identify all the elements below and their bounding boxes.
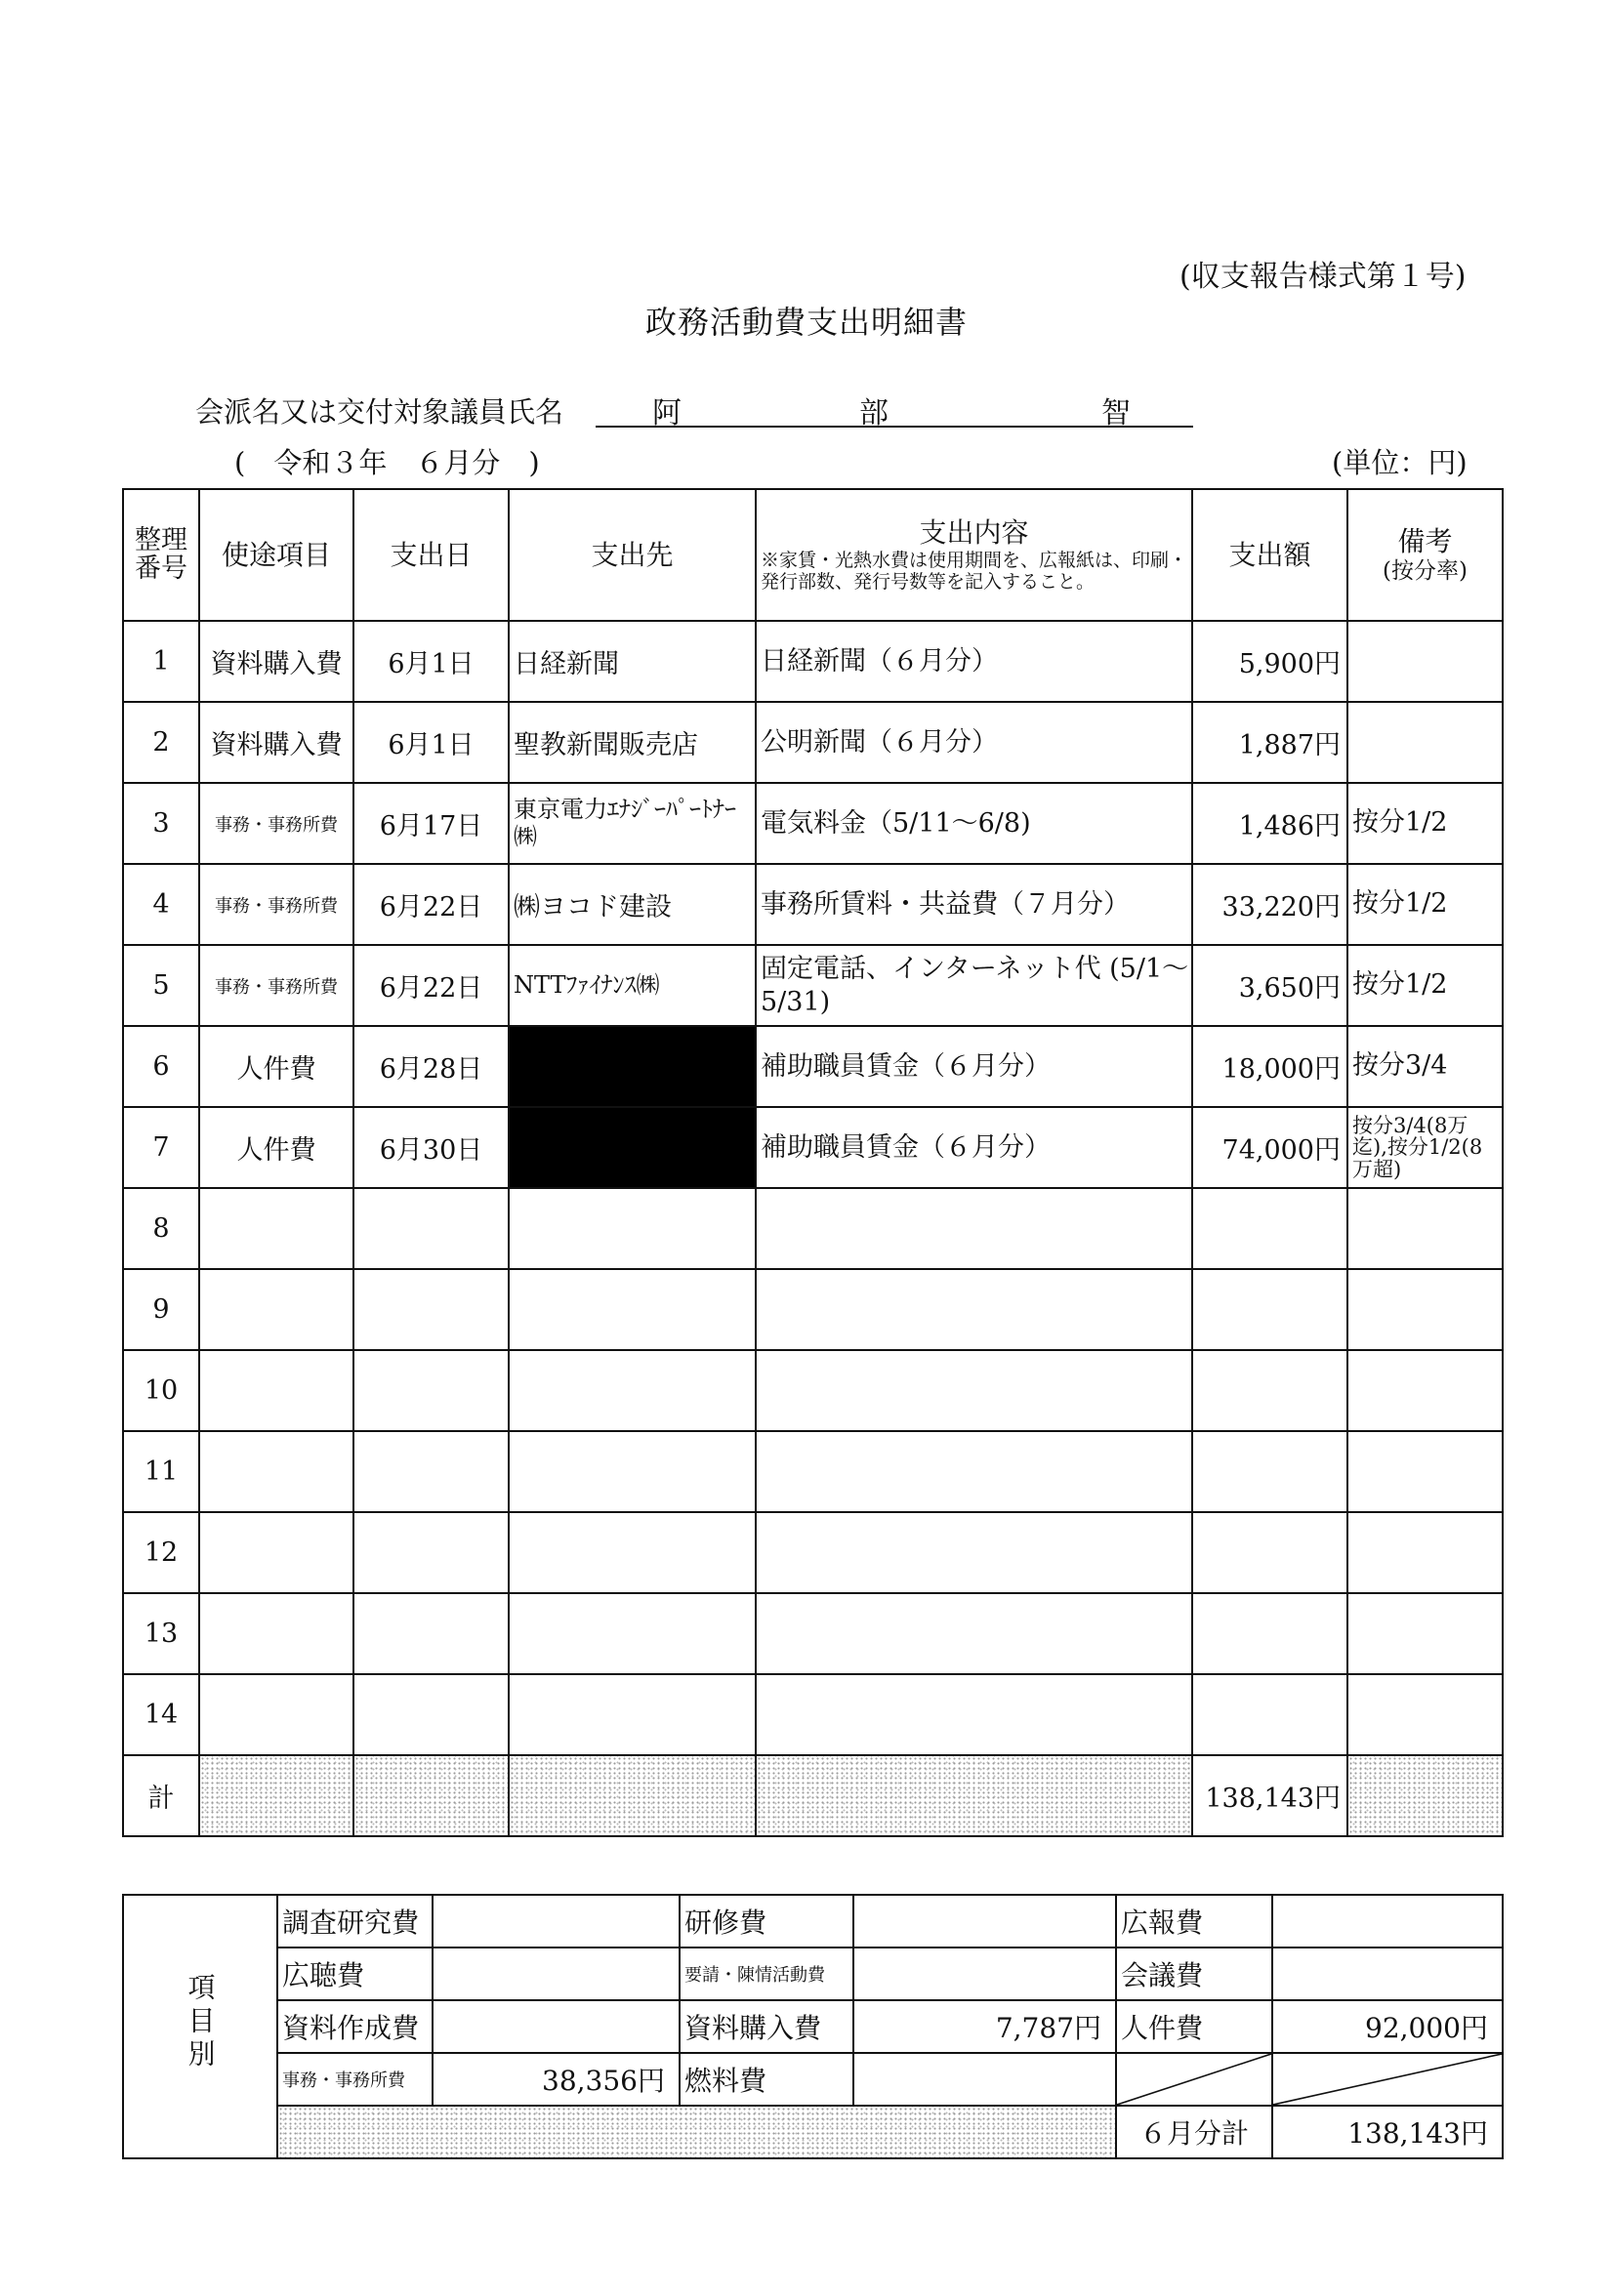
row-item [199,1269,353,1350]
member-name-char: 智 [1101,396,1131,430]
row-amount: 74,000円 [1192,1107,1347,1188]
row-item [199,1431,353,1512]
table-row [123,702,1503,783]
row-amount [1192,1350,1347,1431]
row-no: 6 [123,1026,199,1107]
row-date [353,1431,509,1512]
row-amount: 18,000円 [1192,1026,1347,1107]
row-item: 事務・事務所費 [199,864,353,945]
value-month-total: 138,143円 [1272,2106,1503,2158]
row-date: 6月1日 [353,702,509,783]
row-detail: 補助職員賃金（６月分） [756,1026,1192,1107]
row-no: 8 [123,1188,199,1269]
summary-row [123,1895,1503,1948]
label-document-purchase: 資料購入費 [680,2000,853,2053]
row-remarks [1347,1512,1503,1593]
label-office: 事務・事務所費 [277,2053,433,2106]
row-payee: 日経新聞 [509,621,756,702]
row-detail [756,1431,1192,1512]
row-remarks [1347,702,1503,783]
label-training: 研修費 [680,1895,853,1948]
value-public-hearing [433,1948,680,2000]
redacted-payee [509,1026,756,1107]
row-remarks: 按分1/2 [1347,864,1503,945]
value-training [853,1895,1116,1948]
table-row [123,1107,1503,1188]
row-no: 5 [123,945,199,1026]
value-office: 38,356円 [433,2053,680,2106]
row-payee [509,1269,756,1350]
label-petition: 要請・陳情活動費 [680,1948,853,2000]
row-detail [756,1593,1192,1674]
header-date: 支出日 [353,489,509,621]
value-survey-research [433,1895,680,1948]
header-item: 使途項目 [199,489,353,621]
value-fuel [853,2053,1116,2106]
header-no: 整理番号 [123,489,199,621]
table-row [123,1512,1503,1593]
row-amount [1192,1512,1347,1593]
row-remarks [1347,1593,1503,1674]
table-total-row [123,1755,1503,1836]
row-item [199,1350,353,1431]
value-document-creation [433,2000,680,2053]
label-month-total: ６月分計 [1116,2106,1272,2158]
row-amount: 1,887円 [1192,702,1347,783]
header-remarks-title: 備考 [1397,524,1453,557]
row-item: 人件費 [199,1026,353,1107]
row-payee: 聖教新聞販売店 [509,702,756,783]
row-no: 13 [123,1593,199,1674]
category-summary-table [122,1894,1504,2159]
row-date [353,1188,509,1269]
label-fuel: 燃料費 [680,2053,853,2106]
row-detail [756,1350,1192,1431]
row-no: 9 [123,1269,199,1350]
row-payee: 東京電力ｴﾅｼﾞｰﾊﾟｰﾄﾅｰ㈱ [509,783,756,864]
report-period: ( 令和３年 ６月分 ) [234,446,540,479]
value-petition [853,1948,1116,2000]
row-payee [509,1674,756,1755]
row-amount [1192,1269,1347,1350]
summary-row [123,2106,1503,2158]
row-amount: 33,220円 [1192,864,1347,945]
summary-shaded-cell [277,2106,1116,2158]
row-no: 7 [123,1107,199,1188]
row-amount [1192,1431,1347,1512]
row-amount: 1,486円 [1192,783,1347,864]
header-detail [756,489,1192,621]
row-remarks: 按分3/4 [1347,1026,1503,1107]
header-detail-title: 支出内容 [919,515,1029,549]
total-shaded-cell [509,1755,756,1836]
table-row [123,1674,1503,1755]
total-shaded-cell [1347,1755,1503,1836]
row-item [199,1512,353,1593]
row-detail [756,1269,1192,1350]
table-row [123,864,1503,945]
table-row [123,1026,1503,1107]
row-remarks: 按分1/2 [1347,945,1503,1026]
row-detail: 公明新聞（６月分） [756,702,1192,783]
header-payee: 支出先 [509,489,756,621]
header-remarks-sub: (按分率) [1383,557,1468,584]
row-no: 10 [123,1350,199,1431]
header-amount: 支出額 [1192,489,1347,621]
row-no: 1 [123,621,199,702]
row-detail [756,1674,1192,1755]
row-payee: NTTﾌｧｲﾅﾝｽ㈱ [509,945,756,1026]
member-label: 会派名又は交付対象議員氏名 [195,395,564,429]
table-row [123,945,1503,1026]
row-date: 6月28日 [353,1026,509,1107]
value-pr [1272,1895,1503,1948]
row-remarks [1347,1350,1503,1431]
row-date: 6月22日 [353,864,509,945]
member-name-char: 阿 [652,396,682,430]
diagonal-blank-cell [1116,2053,1272,2106]
row-date: 6月22日 [353,945,509,1026]
label-pr: 広報費 [1116,1895,1272,1948]
row-item: 資料購入費 [199,621,353,702]
table-header-row [123,489,1503,621]
row-date [353,1350,509,1431]
row-item [199,1593,353,1674]
unit-label: (単位：円) [1332,446,1468,479]
row-date [353,1674,509,1755]
table-row [123,1350,1503,1431]
total-shaded-cell [353,1755,509,1836]
table-row [123,783,1503,864]
summary-side-label [123,1895,277,2158]
value-personnel: 92,000円 [1272,2000,1503,2053]
value-document-purchase: 7,787円 [853,2000,1116,2053]
total-amount: 138,143円 [1192,1755,1347,1836]
label-meeting: 会議費 [1116,1948,1272,2000]
row-no: 14 [123,1674,199,1755]
total-label: 計 [123,1755,199,1836]
row-remarks [1347,1269,1503,1350]
row-payee [509,1350,756,1431]
page-title: 政務活動費支出明細書 [644,304,968,341]
row-remarks [1347,1188,1503,1269]
row-item: 人件費 [199,1107,353,1188]
row-payee: ㈱ヨコド建設 [509,864,756,945]
row-detail: 電気料金（5/11～6/8) [756,783,1192,864]
row-item: 資料購入費 [199,702,353,783]
row-date [353,1269,509,1350]
row-detail: 補助職員賃金（６月分） [756,1107,1192,1188]
row-date: 6月1日 [353,621,509,702]
diagonal-blank-cell [1272,2053,1503,2106]
label-survey-research: 調査研究費 [277,1895,433,1948]
table-row [123,621,1503,702]
row-item: 事務・事務所費 [199,783,353,864]
row-detail: 事務所賃料・共益費（７月分） [756,864,1192,945]
row-amount [1192,1188,1347,1269]
row-date: 6月17日 [353,783,509,864]
label-public-hearing: 広聴費 [277,1948,433,2000]
redacted-payee [509,1107,756,1188]
row-date: 6月30日 [353,1107,509,1188]
row-no: 2 [123,702,199,783]
row-item [199,1188,353,1269]
member-name-char: 部 [859,396,889,430]
row-remarks [1347,1431,1503,1512]
form-number: (収支報告様式第１号) [1179,260,1467,294]
table-row [123,1269,1503,1350]
summary-row [123,2053,1503,2106]
row-no: 3 [123,783,199,864]
total-shaded-cell [756,1755,1192,1836]
row-amount [1192,1674,1347,1755]
row-detail [756,1512,1192,1593]
table-row [123,1188,1503,1269]
row-amount: 3,650円 [1192,945,1347,1026]
row-remarks [1347,621,1503,702]
row-payee [509,1512,756,1593]
row-amount: 5,900円 [1192,621,1347,702]
label-personnel: 人件費 [1116,2000,1272,2053]
row-remarks: 按分1/2 [1347,783,1503,864]
summary-row [123,2000,1503,2053]
row-detail: 日経新聞（６月分） [756,621,1192,702]
expense-table [122,488,1504,1837]
row-payee [509,1593,756,1674]
row-remarks [1347,1674,1503,1755]
header-detail-note: ※家賃・光熱水費は使用期間を、広報紙は、印刷・発行部数、発行号数等を記入すること。 [761,549,1188,594]
row-payee [509,1431,756,1512]
row-item [199,1674,353,1755]
summary-row [123,1948,1503,2000]
label-document-creation: 資料作成費 [277,2000,433,2053]
row-no: 11 [123,1431,199,1512]
summary-side-label-text: 項目別 [184,1973,217,2072]
row-detail: 固定電話、インターネット代 (5/1～5/31) [756,945,1192,1026]
row-detail [756,1188,1192,1269]
value-meeting [1272,1948,1503,2000]
row-remarks: 按分3/4(8万迄),按分1/2(8万超) [1347,1107,1503,1188]
table-row [123,1593,1503,1674]
header-remarks [1347,489,1503,621]
row-no: 12 [123,1512,199,1593]
row-date [353,1512,509,1593]
table-row [123,1431,1503,1512]
row-payee [509,1188,756,1269]
row-date [353,1593,509,1674]
row-no: 4 [123,864,199,945]
row-amount [1192,1593,1347,1674]
row-item: 事務・事務所費 [199,945,353,1026]
total-shaded-cell [199,1755,353,1836]
